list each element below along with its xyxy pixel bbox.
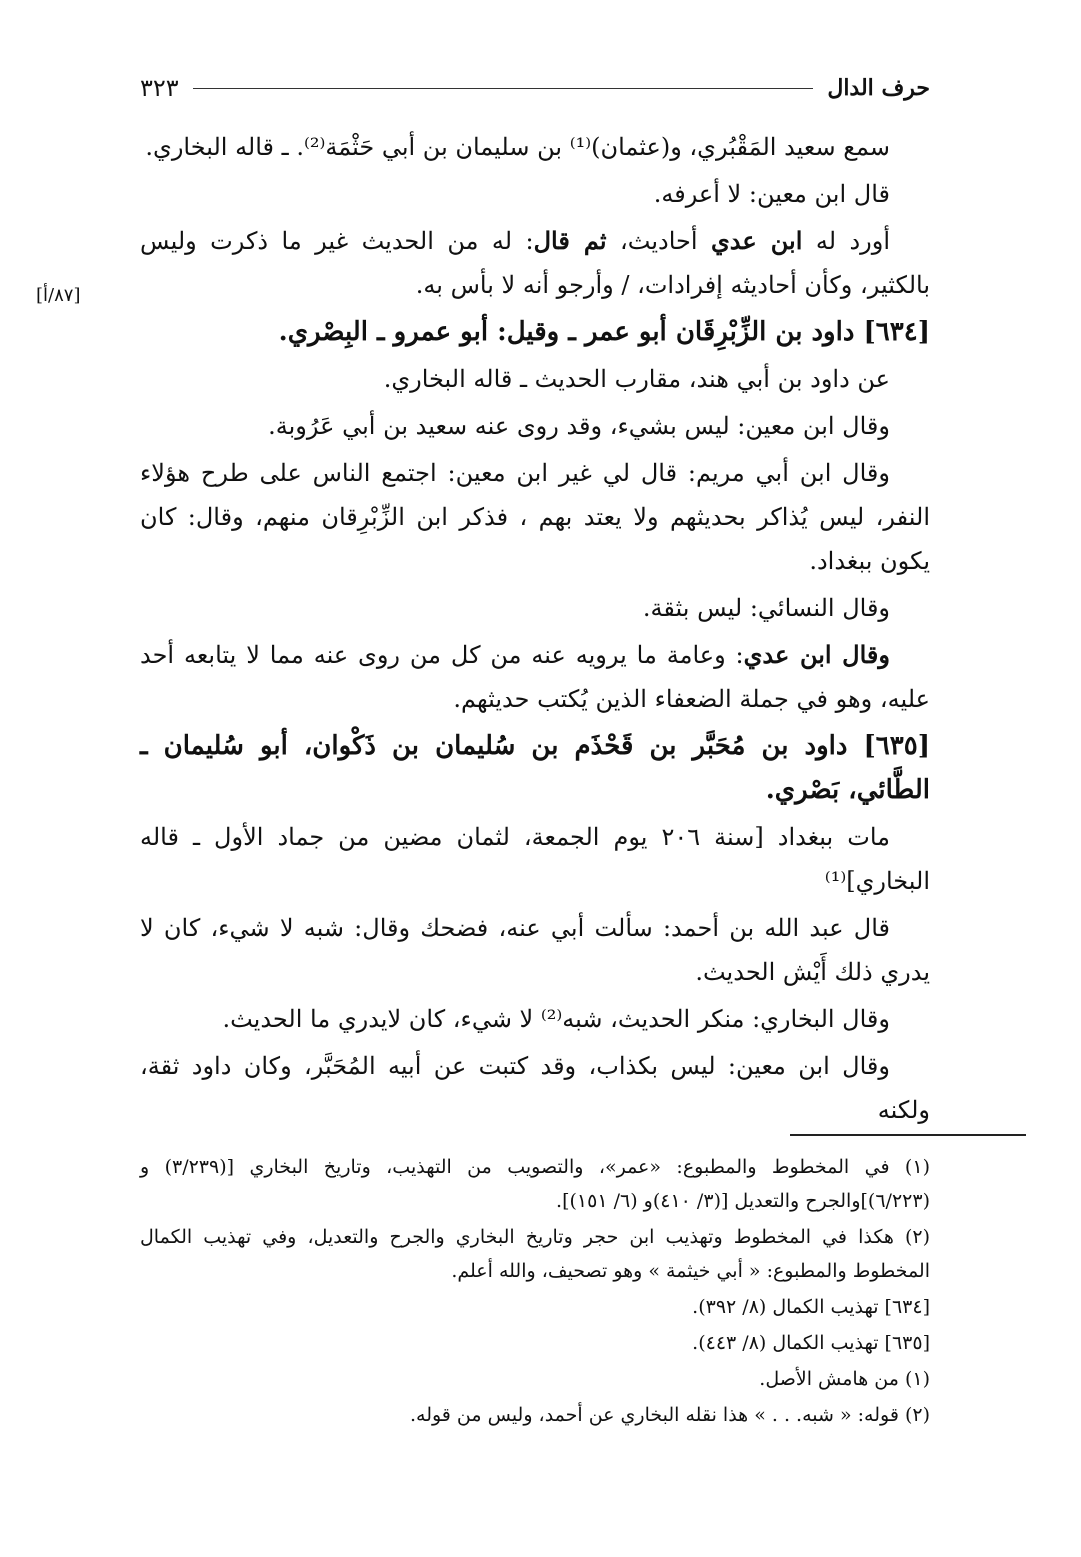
bold-phrase: ثم قال [533, 226, 607, 255]
paragraph: سمع سعيد المَقْبُري، و(عثمان)⁽¹⁾ بن سليمان بن أبي حَثْمَة⁽²⁾. ـ قاله البخاري. [145, 133, 890, 161]
paragraph: وقال البخاري: منكر الحديث، شبه⁽²⁾ لا شيء، كان لايدري ما الحديث. [222, 1005, 890, 1033]
paragraph: عن داود بن أبي هند، مقارب الحديث ـ قاله البخاري. [383, 365, 890, 393]
paragraph: وقال ابن معين: ليس بشيء، وقد روى عنه سعيد بن أبي عَرُوبة. [268, 412, 890, 440]
footnote: (١) من هامش الأصل. [759, 1368, 930, 1390]
paragraph: وقال النسائي: ليس بثقة. [642, 594, 890, 622]
paragraph-ibn-adi [140, 219, 930, 307]
paragraph-ibn-adi [140, 633, 930, 721]
footnote: (١) في المخطوط والمطبوع: «عمر»، والتصويب من التهذيب، وتاريخ البخاري [(٣/٢٣٩) و (٦/٢٢٣)]والجرح والتعديل [(٣/ ٤١٠)و (٦/ ١٥١)]. [140, 1156, 930, 1212]
paragraph: قال عبد الله بن أحمد: سألت أبي عنه، فضحك وقال: شبه لا شيء، كان لا يدري ذلك أَيْش الحديث. [140, 914, 930, 986]
footnotes [140, 1150, 930, 1434]
bold-name: ابن عدي [710, 226, 803, 255]
footnote: (٢) قوله: « شبه. . . » هذا نقله البخاري عن أحمد، وليس من قوله. [409, 1404, 930, 1426]
page-header [140, 70, 930, 106]
paragraph: وقال ابن معين: ليس بكذاب، وقد كتبت عن أبيه المُحَبَّر، وكان داود ثقة، ولكنه [140, 1052, 930, 1124]
entry-heading-634: [٦٣٤] داود بن الزِّبْرِقَان أبو عمر ـ وقيل: أبو عمرو ـ البِصْري. [278, 317, 930, 347]
header-rule [193, 88, 814, 89]
footnote-separator [790, 1134, 1026, 1136]
text-run: أورد له [802, 227, 890, 255]
text-run: : وعامة ما يرويه عنه من كل من روى عنه مما لا يتابعه أحد عليه، وهو في جملة الضعفاء الذين يُكتب حديثهم. [140, 641, 930, 713]
page-number: ٣٢٣ [140, 74, 179, 102]
footnote: [٦٣٥] تهذيب الكمال (٨/ ٤٤٣). [692, 1332, 930, 1354]
main-text [140, 125, 930, 1135]
paragraph: وقال ابن أبي مريم: قال لي غير ابن معين: اجتمع الناس على طرح هؤلاء النفر، ليس يُذاكر بحديثهم ولا يعتد بهم ، فذكر ابن الزِّبْرِقان منهم، وقال: كان يكون ببغداد. [140, 459, 930, 575]
footnote: (٢) هكذا في المخطوط وتهذيب ابن حجر وتاريخ البخاري والجرح والتعديل، وفي تهذيب الكمال المخطوط والمطبوع: « أبي خيثمة » وهو تصحيف، والله أعلم. [140, 1226, 930, 1282]
entry-heading-635: [٦٣٥] داود بن مُحَبَّر بن قَحْذَم بن سُليمان بن ذَكْوان، أبو سُليمان ـ الطَّائي، بَصْري. [140, 731, 930, 805]
text-run: أحاديث، [606, 227, 711, 255]
paragraph: مات ببغداد [سنة ٢٠٦ يوم الجمعة، لثمان مضين من جماد الأول ـ قاله البخاري]⁽¹⁾ [140, 823, 930, 895]
footnote: [٦٣٤] تهذيب الكمال (٨/ ٣٩٢). [692, 1296, 930, 1318]
paragraph: قال ابن معين: لا أعرفه. [653, 180, 890, 208]
bold-name: وقال ابن عدي [743, 640, 890, 669]
margin-folio-note: [٨٧/أ] [36, 285, 81, 306]
chapter-title: حرف الدال [827, 75, 930, 101]
text-run: : له من الحديث غير ما ذكرت وليس بالكثير، وكأن أحاديثه إفرادات، / وأرجو أنه لا بأس به. [140, 227, 930, 299]
